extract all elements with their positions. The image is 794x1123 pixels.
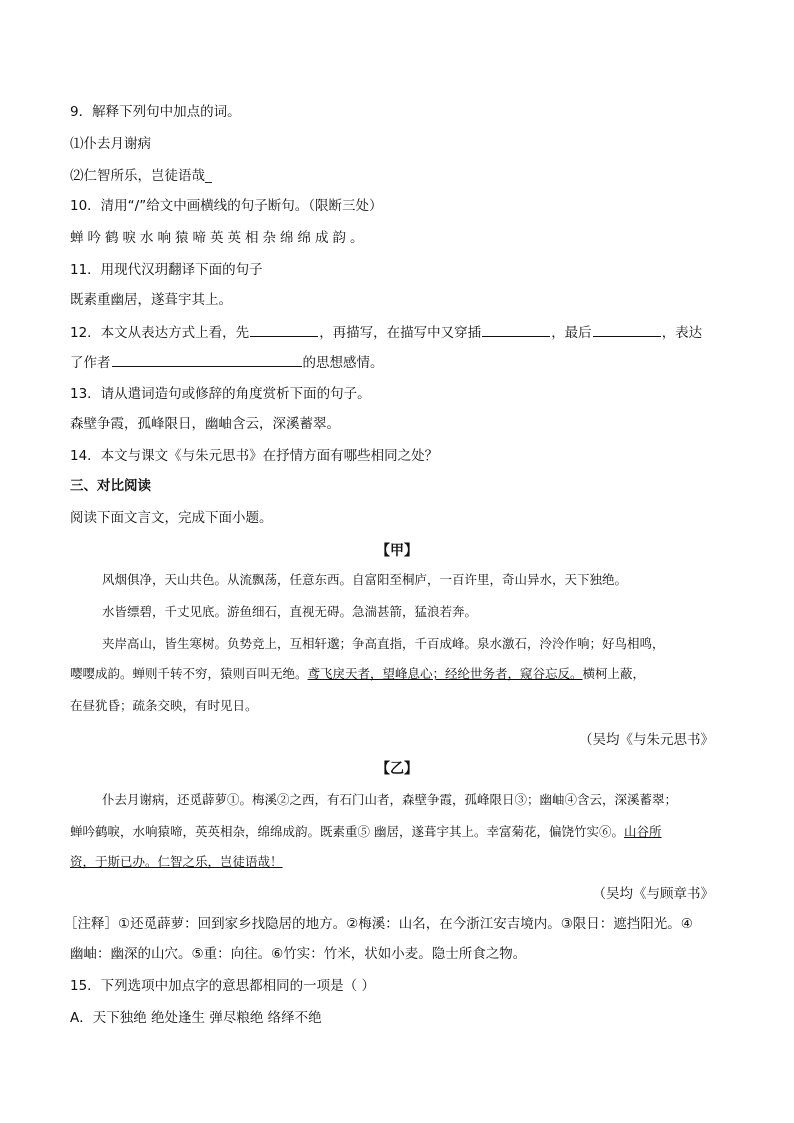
q12-text-3: ，最后 [551, 325, 592, 341]
section3-heading: 三、对比阅读 [70, 478, 151, 494]
jia-line5: 在昼犹昏；疏条交映，有时见日。 [70, 698, 258, 713]
q12-line2 [70, 352, 384, 373]
q12-blank-3[interactable] [593, 322, 661, 337]
q10-sentence: 蝉吟鹤唳水响猿啼英英相杂绵绵成韵。 [70, 230, 368, 246]
q12-text-1: 12．本文从表达方式上看，先 [70, 325, 250, 341]
yi-label: 【乙】 [376, 761, 418, 777]
q9-item1: ⑴仆去月谢病 [70, 136, 151, 152]
q11-title: 11．用现代汉玥翻译下面的句子 [70, 262, 263, 278]
q12-text-4: ，表达 [661, 325, 703, 341]
q10-title: 10．清用“/”给文中画横线的句子断句。（限断三处） [70, 198, 383, 214]
q13-title: 13．请从遣词造句或修辞的角度赏析下面的句子。 [70, 386, 371, 402]
notes-line2: 幽岫：幽深的山穴。⑤重：向往。⑥竹实：竹米，状如小麦。隐士所食之物。 [70, 946, 527, 962]
yi-line3: 资，于斯已办。仁智之乐，岂徒语哉！ [70, 854, 283, 869]
q9-title: 9．解释下列句中加点的词。 [70, 104, 241, 120]
q12-text-2: ，再描写，在描写中又穿插 [319, 325, 482, 341]
yi-underlined-start: 山谷所 [623, 824, 662, 839]
jia-line4-c: 横柯上蔽， [582, 666, 646, 681]
notes-line1: ［注释］①还觅薜萝：回到家乡找隐居的地方。②梅溪：山名，在今浙江安吉境内。③限日：遮挡阳光。④ [64, 916, 693, 932]
jia-line1: 风烟俱净，天山共色。从流飘荡，任意东西。自富阳至桐庐，一百许里，奇山异水，天下独绝。 [102, 572, 628, 587]
q15-option-a: A．天下独绝 绝处逢生 弹尽粮绝 络绎不绝 [70, 1010, 322, 1026]
yi-line2-a: 蝉吟鹤唳，水响猿啼，英英相杂，绵绵成韵。既素重⑤ 幽居，遂葺宇其上。幸富菊花，偏饶竹实⑥。 [70, 824, 624, 839]
yi-line1: 仆去月谢病，还觅薜萝①。梅溪②之西，有石门山者，森壁争霞，孤峰限日③；幽岫④含云，深溪蓄翠； [102, 792, 678, 807]
q12-blank-1[interactable] [250, 322, 318, 337]
jia-source: （吴均《与朱元思书》 [579, 732, 714, 748]
q11-sentence: 既素重幽居，遂葺宇其上。 [70, 292, 232, 308]
yi-line2 [70, 822, 662, 842]
q9-item2: ⑵仁智所乐，岂徒语哉_ [70, 168, 212, 184]
q12-blank-4[interactable] [112, 352, 302, 367]
yi-source: （吴均《与顾章书》 [592, 886, 714, 902]
q12-blank-2[interactable] [482, 322, 550, 337]
jia-label: 【甲】 [376, 543, 418, 559]
q12-text-6: 的思想感情。 [302, 355, 384, 371]
q14-title: 14．本文与课文《与朱元思书》在抒情方面有哪些相同之处？ [70, 448, 439, 464]
jia-line4-a: 嘤嘤成韵。蝉则千转不穷，猿则百叫无绝。 [70, 666, 308, 681]
jia-line4 [70, 664, 645, 684]
jia-underlined-sentence: 鸢飞戾天者，望峰息心；经纶世务者，窥谷忘反。 [307, 666, 583, 681]
q12-line1 [70, 322, 702, 343]
q13-sentence: 森壁争霞，孤峰限日，幽岫含云，深溪蓄翠。 [70, 416, 340, 432]
q12-text-5: 了作者 [70, 355, 111, 371]
section3-instruction: 阅读下面文言文，完成下面小题。 [70, 510, 273, 526]
jia-line2: 水皆缥碧，千丈见底。游鱼细石，直视无碍。急湍甚箭，猛浪若奔。 [102, 604, 478, 619]
q15-title: 15．下列选项中加点字的意思都相同的一项是（ ） [70, 978, 375, 994]
jia-line3: 夹岸高山，皆生寒树。负势竞上，互相轩邈；争高直指，千百成峰。泉水激石，泠泠作响；好鸟相鸣， [102, 636, 665, 651]
